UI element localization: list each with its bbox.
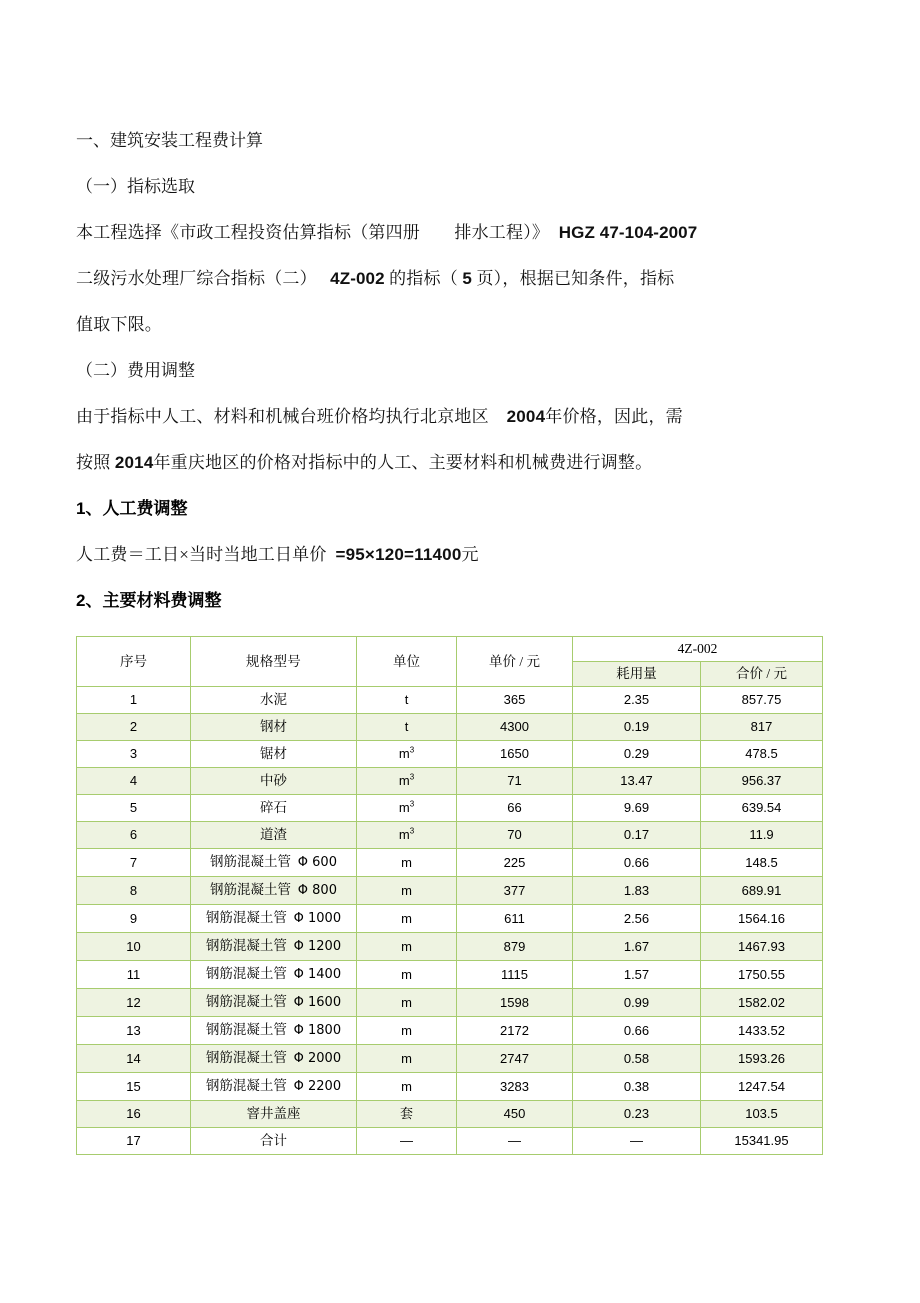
cell-index: 9 xyxy=(77,905,191,933)
cell-spec: 水泥 xyxy=(191,687,357,714)
table-row xyxy=(77,741,823,768)
cell-index: 16 xyxy=(77,1101,191,1128)
col-header-index: 序号 xyxy=(77,637,191,687)
cell-amount: 103.5 xyxy=(701,1101,823,1128)
cell-spec: 锯材 xyxy=(191,741,357,768)
subsection-heading-1: （一）指标选取 xyxy=(76,177,195,196)
cell-spec: 道渣 xyxy=(191,822,357,849)
cell-unit: m xyxy=(357,905,457,933)
cell-index: 10 xyxy=(77,933,191,961)
table-row xyxy=(77,768,823,795)
cell-unit: t xyxy=(357,687,457,714)
page-number-ref: 5 xyxy=(462,269,473,288)
cell-index: 5 xyxy=(77,795,191,822)
table-row xyxy=(77,1017,823,1045)
table-row xyxy=(77,1045,823,1073)
table-row xyxy=(77,961,823,989)
year-2004: 2004 xyxy=(506,407,546,426)
cell-amount: 857.75 xyxy=(701,687,823,714)
cell-index: 14 xyxy=(77,1045,191,1073)
cell-amount: 1750.55 xyxy=(701,961,823,989)
cell-amount: 1247.54 xyxy=(701,1073,823,1101)
cell-index: 17 xyxy=(77,1128,191,1155)
cell-amount: 15341.95 xyxy=(701,1128,823,1155)
document-body xyxy=(76,118,844,1155)
table-row xyxy=(77,1101,823,1128)
cell-index: 15 xyxy=(77,1073,191,1101)
cell-index: 2 xyxy=(77,714,191,741)
cell-unit-price: 365 xyxy=(457,687,573,714)
table-row xyxy=(77,1073,823,1101)
standard-code-hgz: HGZ 47-104-2007 xyxy=(558,223,698,242)
section-heading-1: 一、建筑安装工程费计算 xyxy=(76,131,263,150)
para2-text-c: 页），根据已知条件，指标 xyxy=(476,269,675,288)
table-row xyxy=(77,714,823,741)
formula-expression: 人工费＝工日×当时当地工日单价 xyxy=(76,545,327,564)
cell-index: 6 xyxy=(77,822,191,849)
item-heading-materials: 2、主要材料费调整 xyxy=(76,591,222,610)
cell-index: 11 xyxy=(77,961,191,989)
cell-unit: $m^3$ xyxy=(357,795,457,822)
cell-amount: 689.91 xyxy=(701,877,823,905)
cell-unit-price: 2172 xyxy=(457,1017,573,1045)
para4-text-a: 由于指标中人工、材料和机械台班价格均执行北京地区 xyxy=(76,407,489,426)
cell-quantity: 1.67 xyxy=(573,933,701,961)
table-row xyxy=(77,687,823,714)
cell-unit-price: 3283 xyxy=(457,1073,573,1101)
cell-unit: — xyxy=(357,1128,457,1155)
cell-unit-price: 71 xyxy=(457,768,573,795)
cell-unit-price: 70 xyxy=(457,822,573,849)
cell-unit: t xyxy=(357,714,457,741)
cell-unit: m xyxy=(357,1073,457,1101)
cell-amount: 478.5 xyxy=(701,741,823,768)
cell-index: 12 xyxy=(77,989,191,1017)
cell-amount: 11.9 xyxy=(701,822,823,849)
cell-unit: 套 xyxy=(357,1101,457,1128)
cell-quantity: 0.29 xyxy=(573,741,701,768)
formula-result: =95×120=11400 xyxy=(335,545,462,564)
table-row xyxy=(77,795,823,822)
cell-unit: $m^3$ xyxy=(357,822,457,849)
cell-quantity: 13.47 xyxy=(573,768,701,795)
cell-index: 13 xyxy=(77,1017,191,1045)
cell-unit-price: 879 xyxy=(457,933,573,961)
table-header xyxy=(77,637,823,687)
cell-unit: m xyxy=(357,961,457,989)
cell-unit-price: 1650 xyxy=(457,741,573,768)
table-body xyxy=(77,687,823,1155)
cell-spec: 中砂 xyxy=(191,768,357,795)
cell-index: 1 xyxy=(77,687,191,714)
para1-text-a: 本工程选择《市政工程投资估算指标（第四册 排水工程）》 xyxy=(76,223,550,242)
formula-labor-cost xyxy=(76,532,844,578)
cell-unit: $m^3$ xyxy=(357,741,457,768)
table-row xyxy=(77,989,823,1017)
cell-spec: 钢筋混凝土管 Φ 600 xyxy=(191,849,357,877)
cell-spec: 合计 xyxy=(191,1128,357,1155)
cell-quantity: 0.23 xyxy=(573,1101,701,1128)
cell-quantity: 0.58 xyxy=(573,1045,701,1073)
para5-text-a: 按照 xyxy=(76,453,111,472)
cell-spec: 钢筋混凝土管 Φ 1000 xyxy=(191,905,357,933)
subsection-heading-2: （二）费用调整 xyxy=(76,361,195,380)
col-header-unit: 单位 xyxy=(357,637,457,687)
cell-amount: 148.5 xyxy=(701,849,823,877)
cell-amount: 1593.26 xyxy=(701,1045,823,1073)
cell-amount: 1433.52 xyxy=(701,1017,823,1045)
col-header-spec: 规格型号 xyxy=(191,637,357,687)
table-row xyxy=(77,1128,823,1155)
cell-quantity: 0.17 xyxy=(573,822,701,849)
cell-unit-price: 4300 xyxy=(457,714,573,741)
cell-unit-price: 377 xyxy=(457,877,573,905)
cell-unit-price: 611 xyxy=(457,905,573,933)
cell-amount: 956.37 xyxy=(701,768,823,795)
cell-quantity: 2.56 xyxy=(573,905,701,933)
formula-unit: 元 xyxy=(461,545,479,564)
cell-index: 4 xyxy=(77,768,191,795)
col-header-quantity: 耗用量 xyxy=(573,662,701,687)
paragraph-indicator-ref xyxy=(76,256,844,302)
cell-spec: 钢筋混凝土管 Φ 1800 xyxy=(191,1017,357,1045)
cell-spec: 碎石 xyxy=(191,795,357,822)
cell-spec: 钢筋混凝土管 Φ 1400 xyxy=(191,961,357,989)
cell-quantity: 1.83 xyxy=(573,877,701,905)
cell-amount: 1467.93 xyxy=(701,933,823,961)
materials-cost-table xyxy=(76,636,823,1155)
paragraph-indicator-lowerbound: 值取下限。 xyxy=(76,315,162,334)
col-header-unit-price: 单价 / 元 xyxy=(457,637,573,687)
cell-spec: 钢筋混凝土管 Φ 1600 xyxy=(191,989,357,1017)
para4-text-b: 年价格，因此，需 xyxy=(545,407,683,426)
cell-spec: 钢筋混凝土管 Φ 2000 xyxy=(191,1045,357,1073)
col-header-group-4z002: 4Z-002 xyxy=(573,637,823,662)
table-row xyxy=(77,849,823,877)
cell-unit: m xyxy=(357,849,457,877)
table-row xyxy=(77,933,823,961)
cell-quantity: 2.35 xyxy=(573,687,701,714)
paragraph-price-basis xyxy=(76,394,844,440)
cell-spec: 钢材 xyxy=(191,714,357,741)
cell-unit: m xyxy=(357,933,457,961)
cell-quantity: 0.38 xyxy=(573,1073,701,1101)
cell-unit-price: 66 xyxy=(457,795,573,822)
cell-unit-price: 2747 xyxy=(457,1045,573,1073)
item-heading-labor: 1、人工费调整 xyxy=(76,499,188,518)
cell-quantity: 0.99 xyxy=(573,989,701,1017)
cell-unit-price: 450 xyxy=(457,1101,573,1128)
cell-unit-price: 1598 xyxy=(457,989,573,1017)
cell-quantity: 0.66 xyxy=(573,1017,701,1045)
indicator-code-4z002: 4Z-002 xyxy=(330,269,385,288)
para2-text-b: 的指标（ xyxy=(389,269,458,288)
materials-table-wrapper xyxy=(76,636,844,1155)
table-row xyxy=(77,905,823,933)
cell-unit-price: 225 xyxy=(457,849,573,877)
cell-unit: m xyxy=(357,877,457,905)
cell-amount: 639.54 xyxy=(701,795,823,822)
paragraph-price-adjust xyxy=(76,440,844,486)
table-row xyxy=(77,822,823,849)
cell-unit: m xyxy=(357,1045,457,1073)
cell-quantity: — xyxy=(573,1128,701,1155)
cell-quantity: 0.19 xyxy=(573,714,701,741)
cell-unit-price: — xyxy=(457,1128,573,1155)
cell-unit: $m^3$ xyxy=(357,768,457,795)
para5-text-b: 年重庆地区的价格对指标中的人工、主要材料和机械费进行调整。 xyxy=(153,453,653,472)
cell-unit: m xyxy=(357,989,457,1017)
cell-quantity: 0.66 xyxy=(573,849,701,877)
table-row xyxy=(77,877,823,905)
cell-quantity: 1.57 xyxy=(573,961,701,989)
cell-index: 7 xyxy=(77,849,191,877)
cell-spec: 钢筋混凝土管 Φ 1200 xyxy=(191,933,357,961)
cell-amount: 1582.02 xyxy=(701,989,823,1017)
cell-spec: 钢筋混凝土管 Φ 2200 xyxy=(191,1073,357,1101)
cell-unit-price: 1115 xyxy=(457,961,573,989)
para2-text-a: 二级污水处理厂综合指标（二） xyxy=(76,269,317,288)
col-header-amount: 合价 / 元 xyxy=(701,662,823,687)
cell-unit: m xyxy=(357,1017,457,1045)
cell-index: 3 xyxy=(77,741,191,768)
cell-amount: 817 xyxy=(701,714,823,741)
year-2014: 2014 xyxy=(114,453,154,472)
cell-index: 8 xyxy=(77,877,191,905)
table-header-row-1 xyxy=(77,637,823,662)
cell-spec: 钢筋混凝土管 Φ 800 xyxy=(191,877,357,905)
cell-amount: 1564.16 xyxy=(701,905,823,933)
cell-quantity: 9.69 xyxy=(573,795,701,822)
paragraph-indicator-selection xyxy=(76,210,844,256)
cell-spec: 窨井盖座 xyxy=(191,1101,357,1128)
